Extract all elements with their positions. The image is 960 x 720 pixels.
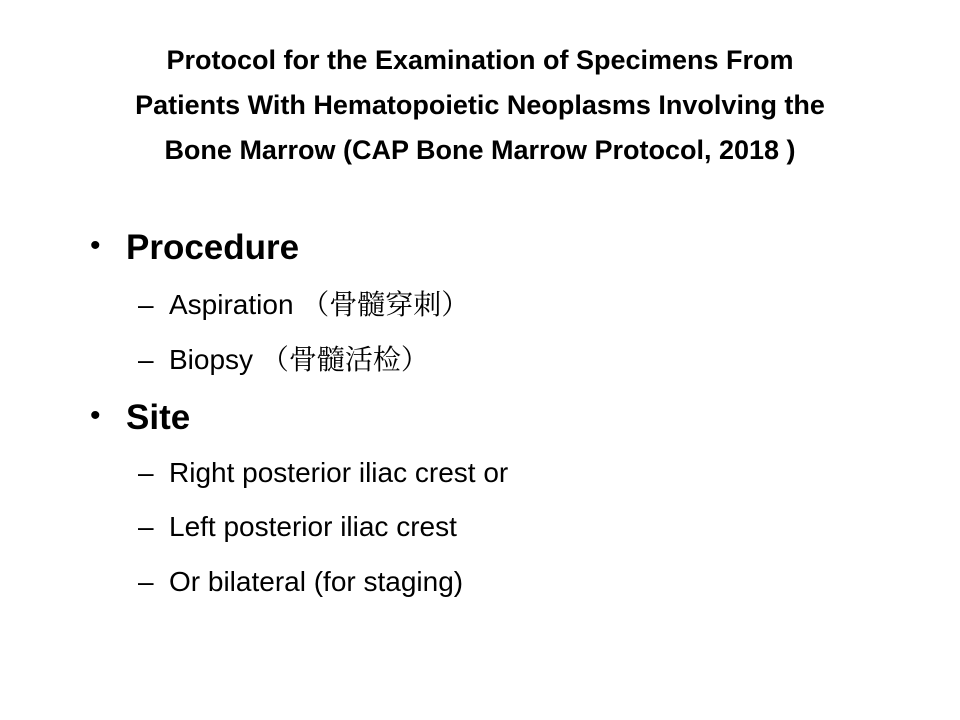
dash-icon: – bbox=[138, 344, 154, 375]
sub-item-text bbox=[169, 288, 469, 322]
bullet-icon: • bbox=[90, 399, 101, 432]
heading-procedure: Procedure bbox=[126, 228, 300, 267]
sub-item-label: Aspiration bbox=[169, 289, 302, 320]
dash-icon: – bbox=[138, 289, 154, 320]
sub-item-label: Biopsy bbox=[169, 344, 261, 375]
sub-item-label: Or bilateral (for staging) bbox=[169, 566, 464, 597]
sub-item-label: Left posterior iliac crest bbox=[169, 511, 457, 542]
dash-icon: – bbox=[138, 457, 154, 488]
title-line-3: Bone Marrow (CAP Bone Marrow Protocol, 2018 ) bbox=[164, 135, 796, 165]
title-line-2: Patients With Hematopoietic Neoplasms Involving the bbox=[135, 90, 825, 120]
sub-item-chinese: （骨髓活检） bbox=[260, 343, 429, 376]
dash-icon: – bbox=[138, 511, 154, 542]
bullet-icon: • bbox=[90, 229, 101, 262]
sub-item-label: Right posterior iliac crest or bbox=[169, 457, 509, 488]
sub-item-text bbox=[169, 343, 429, 377]
dash-icon: – bbox=[138, 566, 154, 597]
heading-site: Site bbox=[126, 398, 191, 437]
sub-item-chinese: （骨髓穿刺） bbox=[301, 288, 470, 321]
title-line-1: Protocol for the Examination of Specimens From bbox=[166, 45, 794, 75]
